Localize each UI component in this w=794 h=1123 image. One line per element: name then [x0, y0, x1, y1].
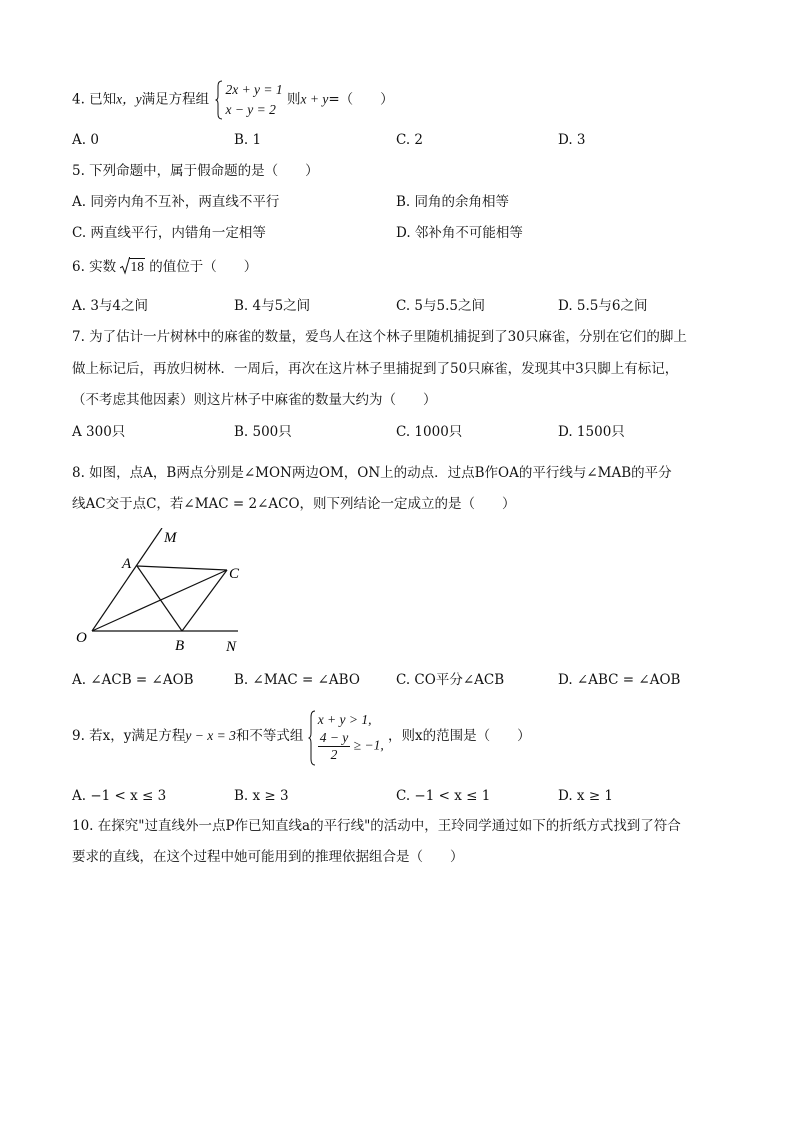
- q6-radicand: 18: [130, 259, 144, 274]
- q6-option-a: A. 3与4之间: [72, 298, 149, 314]
- q9-ineq2-rest: ≥ −1,: [353, 737, 384, 753]
- q4-tail: =（ ）: [328, 91, 394, 108]
- q5-option-a: A. 同旁内角不互补，两直线不平行: [72, 194, 280, 210]
- q9-fraction: [318, 730, 351, 763]
- q4-eq1: 2x + y = 1: [225, 82, 283, 97]
- q6-sqrt: [120, 258, 145, 276]
- left-brace-icon: [215, 80, 223, 120]
- q5-option-c: C. 两直线平行，内错角一定相等: [72, 225, 266, 241]
- q5-option-d: D. 邻补角不可能相等: [396, 225, 523, 241]
- segment-bc: [182, 570, 227, 631]
- q9-inequality-system: [308, 710, 384, 763]
- q8-option-d: D. ∠ABC = ∠AOB: [558, 672, 681, 688]
- q4-then: 则: [286, 91, 301, 108]
- q10-line2: 要求的直线，在这个过程中她可能用到的推理依据组合是（ ）: [72, 849, 464, 865]
- q4-equation-system: [215, 80, 282, 120]
- q8-line2: 线AC交于点C，若∠MAC = 2∠ACO，则下列结论一定成立的是（ ）: [72, 496, 516, 512]
- q9-ineq2: [318, 730, 384, 763]
- q7-option-b: B. 500只: [234, 424, 292, 440]
- q7-line3: （不考虑其他因素）则这片林子中麻雀的数量大约为（ ）: [72, 392, 437, 408]
- segment-ac: [137, 566, 227, 570]
- label-n: N: [226, 639, 237, 655]
- label-a: A: [122, 556, 132, 572]
- q4-expr: x + y: [300, 91, 329, 107]
- q9-option-d: D. x ≥ 1: [558, 788, 614, 804]
- q4-option-a: A. 0: [72, 132, 99, 148]
- q7-line1: 7. 为了估计一片树林中的麻雀的数量，爱鸟人在这个林子里随机捕捉到了30只麻雀，分别在它们的脚上: [72, 329, 687, 345]
- q9-frac-denominator: 2: [330, 747, 338, 762]
- q8-option-c: C. CO平分∠ACB: [396, 672, 505, 688]
- q9-mid: 和不等式组: [235, 728, 304, 744]
- q4-option-d: D. 3: [558, 132, 586, 148]
- q5-option-b: B. 同角的余角相等: [396, 194, 510, 210]
- label-c: C: [229, 566, 240, 582]
- q9-stem: [72, 706, 531, 766]
- left-brace-icon: [308, 710, 316, 766]
- label-o: O: [76, 630, 87, 646]
- q8-option-a: A. ∠ACB = ∠AOB: [72, 672, 194, 688]
- q8-geometry-figure: [70, 528, 270, 658]
- q4-mid: 满足方程组: [141, 91, 210, 108]
- q9-frac-numerator: 4 − y: [319, 730, 349, 745]
- q10-line1: 10. 在探究"过直线外一点P作已知直线a的平行线"的活动中，王玲同学通过如下的折纸方式找到了符合: [72, 818, 681, 834]
- q7-line2: 做上标记后，再放归树林．一周后，再次在这片林子里捕捉到了50只麻雀，发现其中3只脚上有标记，: [72, 361, 679, 377]
- label-b: B: [175, 638, 185, 654]
- q7-option-d: D. 1500只: [558, 424, 625, 440]
- q4-stem: [72, 80, 394, 120]
- q4-option-c: C. 2: [396, 132, 424, 148]
- q6-option-b: B. 4与5之间: [234, 298, 311, 314]
- q5-stem: 5. 下列命题中，属于假命题的是（ ）: [72, 163, 319, 179]
- q9-suffix: ，则x的范围是（ ）: [388, 728, 531, 744]
- q9-eq: y − x = 3: [185, 728, 236, 743]
- q7-option-a: A 300只: [72, 424, 126, 440]
- q9-ineq1: x + y > 1,: [317, 712, 372, 727]
- q9-option-c: C. −1 < x ≤ 1: [396, 788, 491, 804]
- q4-eq2: x − y = 2: [225, 102, 276, 117]
- q6-stem: [72, 258, 257, 276]
- q9-prefix: 9. 若x，y满足方程: [72, 728, 186, 744]
- q9-option-a: A. −1 < x ≤ 3: [72, 788, 167, 804]
- label-m: M: [164, 530, 177, 546]
- q9-option-b: B. x ≥ 3: [234, 788, 289, 804]
- q7-option-c: C. 1000只: [396, 424, 463, 440]
- q6-option-d: D. 5.5与6之间: [558, 298, 648, 314]
- q4-prefix: 4. 已知: [72, 91, 117, 108]
- q8-line1: 8. 如图，点A，B两点分别是∠MON两边OM，ON上的动点．过点B作OA的平行线与∠MAB的平分: [72, 465, 672, 481]
- q6-option-c: C. 5与5.5之间: [396, 298, 485, 314]
- q6-prefix: 6. 实数: [72, 259, 117, 275]
- q4-vars: x，y: [116, 91, 142, 107]
- q8-option-b: B. ∠MAC = ∠ABO: [234, 672, 360, 688]
- segment-ab: [137, 566, 182, 631]
- q6-suffix: 的值位于（ ）: [149, 259, 258, 275]
- radical-sign-icon: [120, 257, 130, 275]
- q4-option-b: B. 1: [234, 132, 262, 148]
